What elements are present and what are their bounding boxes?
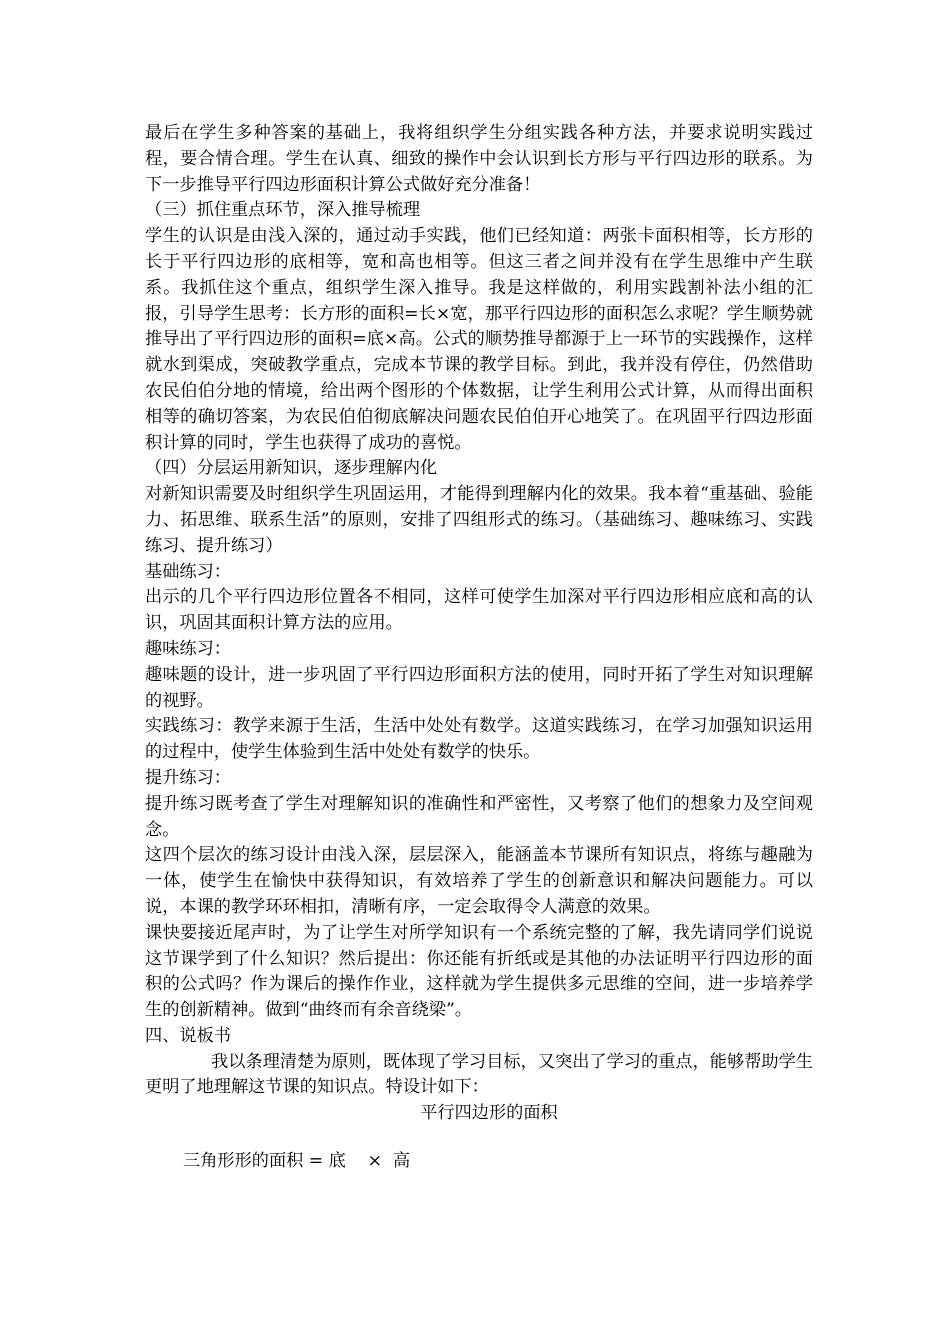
- label-advanced-practice: 提升练习：: [145, 767, 231, 788]
- paragraph-advanced-practice: 提升练习既考查了学生对理解知识的准确性和严密性，又考察了他们的想象力及空间观念。: [145, 793, 813, 840]
- section-heading-3: （三）抓住重点环节，深入推导梳理: [145, 200, 421, 221]
- board-formula: 三角形形的面积 = 底 × 高: [183, 1151, 411, 1172]
- label-basic-practice: 基础练习：: [145, 561, 231, 582]
- paragraph-real-practice: 实践练习：教学来源于生活，生活中处处有数学。这道实践练习，在学习加强知识运用的过程中，使学生体验到生活中处处有数学的快乐。: [145, 716, 813, 763]
- section-heading-board: 四、说板书: [145, 1025, 231, 1046]
- paragraph-practice-summary: 最后在学生多种答案的基础上，我将组织学生分组实践各种方法，并要求说明实践过程，要合情合理。学生在认真、细致的操作中会认识到长方形与平行四边形的联系。为下一步推导平行四边形面积计算公式做好充分准备！: [145, 123, 813, 195]
- board-title: 平行四边形的面积: [420, 1103, 558, 1124]
- label-fun-practice: 趣味练习：: [145, 638, 231, 659]
- paragraph-fun-practice: 趣味题的设计，进一步巩固了平行四边形面积方法的使用，同时开拓了学生对知识理解的视野。: [145, 664, 813, 711]
- paragraph-four-levels: 这四个层次的练习设计由浅入深，层层深入，能涵盖本节课所有知识点，将练与趣融为一体，使学生在愉快中获得知识，有效培养了学生的创新意识和解决问题能力。可以说，本课的教学环环相扣，清晰有序，一定会取得令人满意的效果。: [145, 845, 813, 917]
- paragraph-board-design: 我以条理清楚为原则，既体现了学习目标，又突出了学习的重点，能够帮助学生更明了地理解这节课的知识点。特设计如下：: [145, 1051, 813, 1098]
- spacer: [145, 1127, 813, 1149]
- paragraph-basic-practice: 出示的几个平行四边形位置各不相同，这样可使学生加深对平行四边形相应底和高的认识，巩固其面积计算方法的应用。: [145, 587, 813, 634]
- paragraph-derivation: 学生的认识是由浅入深的，通过动手实践，他们已经知道：两张卡面积相等，长方形的长于平行四边形的底相等，宽和高也相等。但这三者之间并没有在学生思维中产生联系。我抓住这个重点，组织学生深入推导。我是这样做的，利用实践割补法小组的汇报，引导学生思考：长方形的面积=长×宽，那平行四边形的面积怎么求呢？学生顺势就推导出了平行四边形的面积=底×高。公式的顺势推导都源于上一环节的实践操作，这样就水到渠成，突破教学重点，完成本节课的教学目标。到此，我并没有停住，仍然借助农民伯伯分地的情境，给出两个图形的个体数据，让学生利用公式计算，从而得出面积相等的确切答案，为农民伯伯彻底解决问题农民伯伯开心地笑了。在巩固平行四边形面积计算的同时，学生也获得了成功的喜悦。: [145, 226, 813, 453]
- section-heading-4: （四）分层运用新知识，逐步理解内化: [145, 458, 438, 479]
- paragraph-closing: 课快要接近尾声时，为了让学生对所学知识有一个系统完整的了解，我先请同学们说说这节课学到了什么知识？然后提出：你还能有折纸或是其他的办法证明平行四边形的面积的公式吗？作为课后的操作作业，这样就为学生提供多元思维的空间，进一步培养学生的创新精神。做到“曲终而有余音绕梁”。: [145, 922, 813, 1021]
- paragraph-exercise-intro: 对新知识需要及时组织学生巩固运用，才能得到理解内化的效果。我本着“重基础、验能力、拓思维、联系生活”的原则，安排了四组形式的练习。（基础练习、趣味练习、实践练习、提升练习）: [145, 484, 813, 556]
- document-page: [145, 121, 813, 1175]
